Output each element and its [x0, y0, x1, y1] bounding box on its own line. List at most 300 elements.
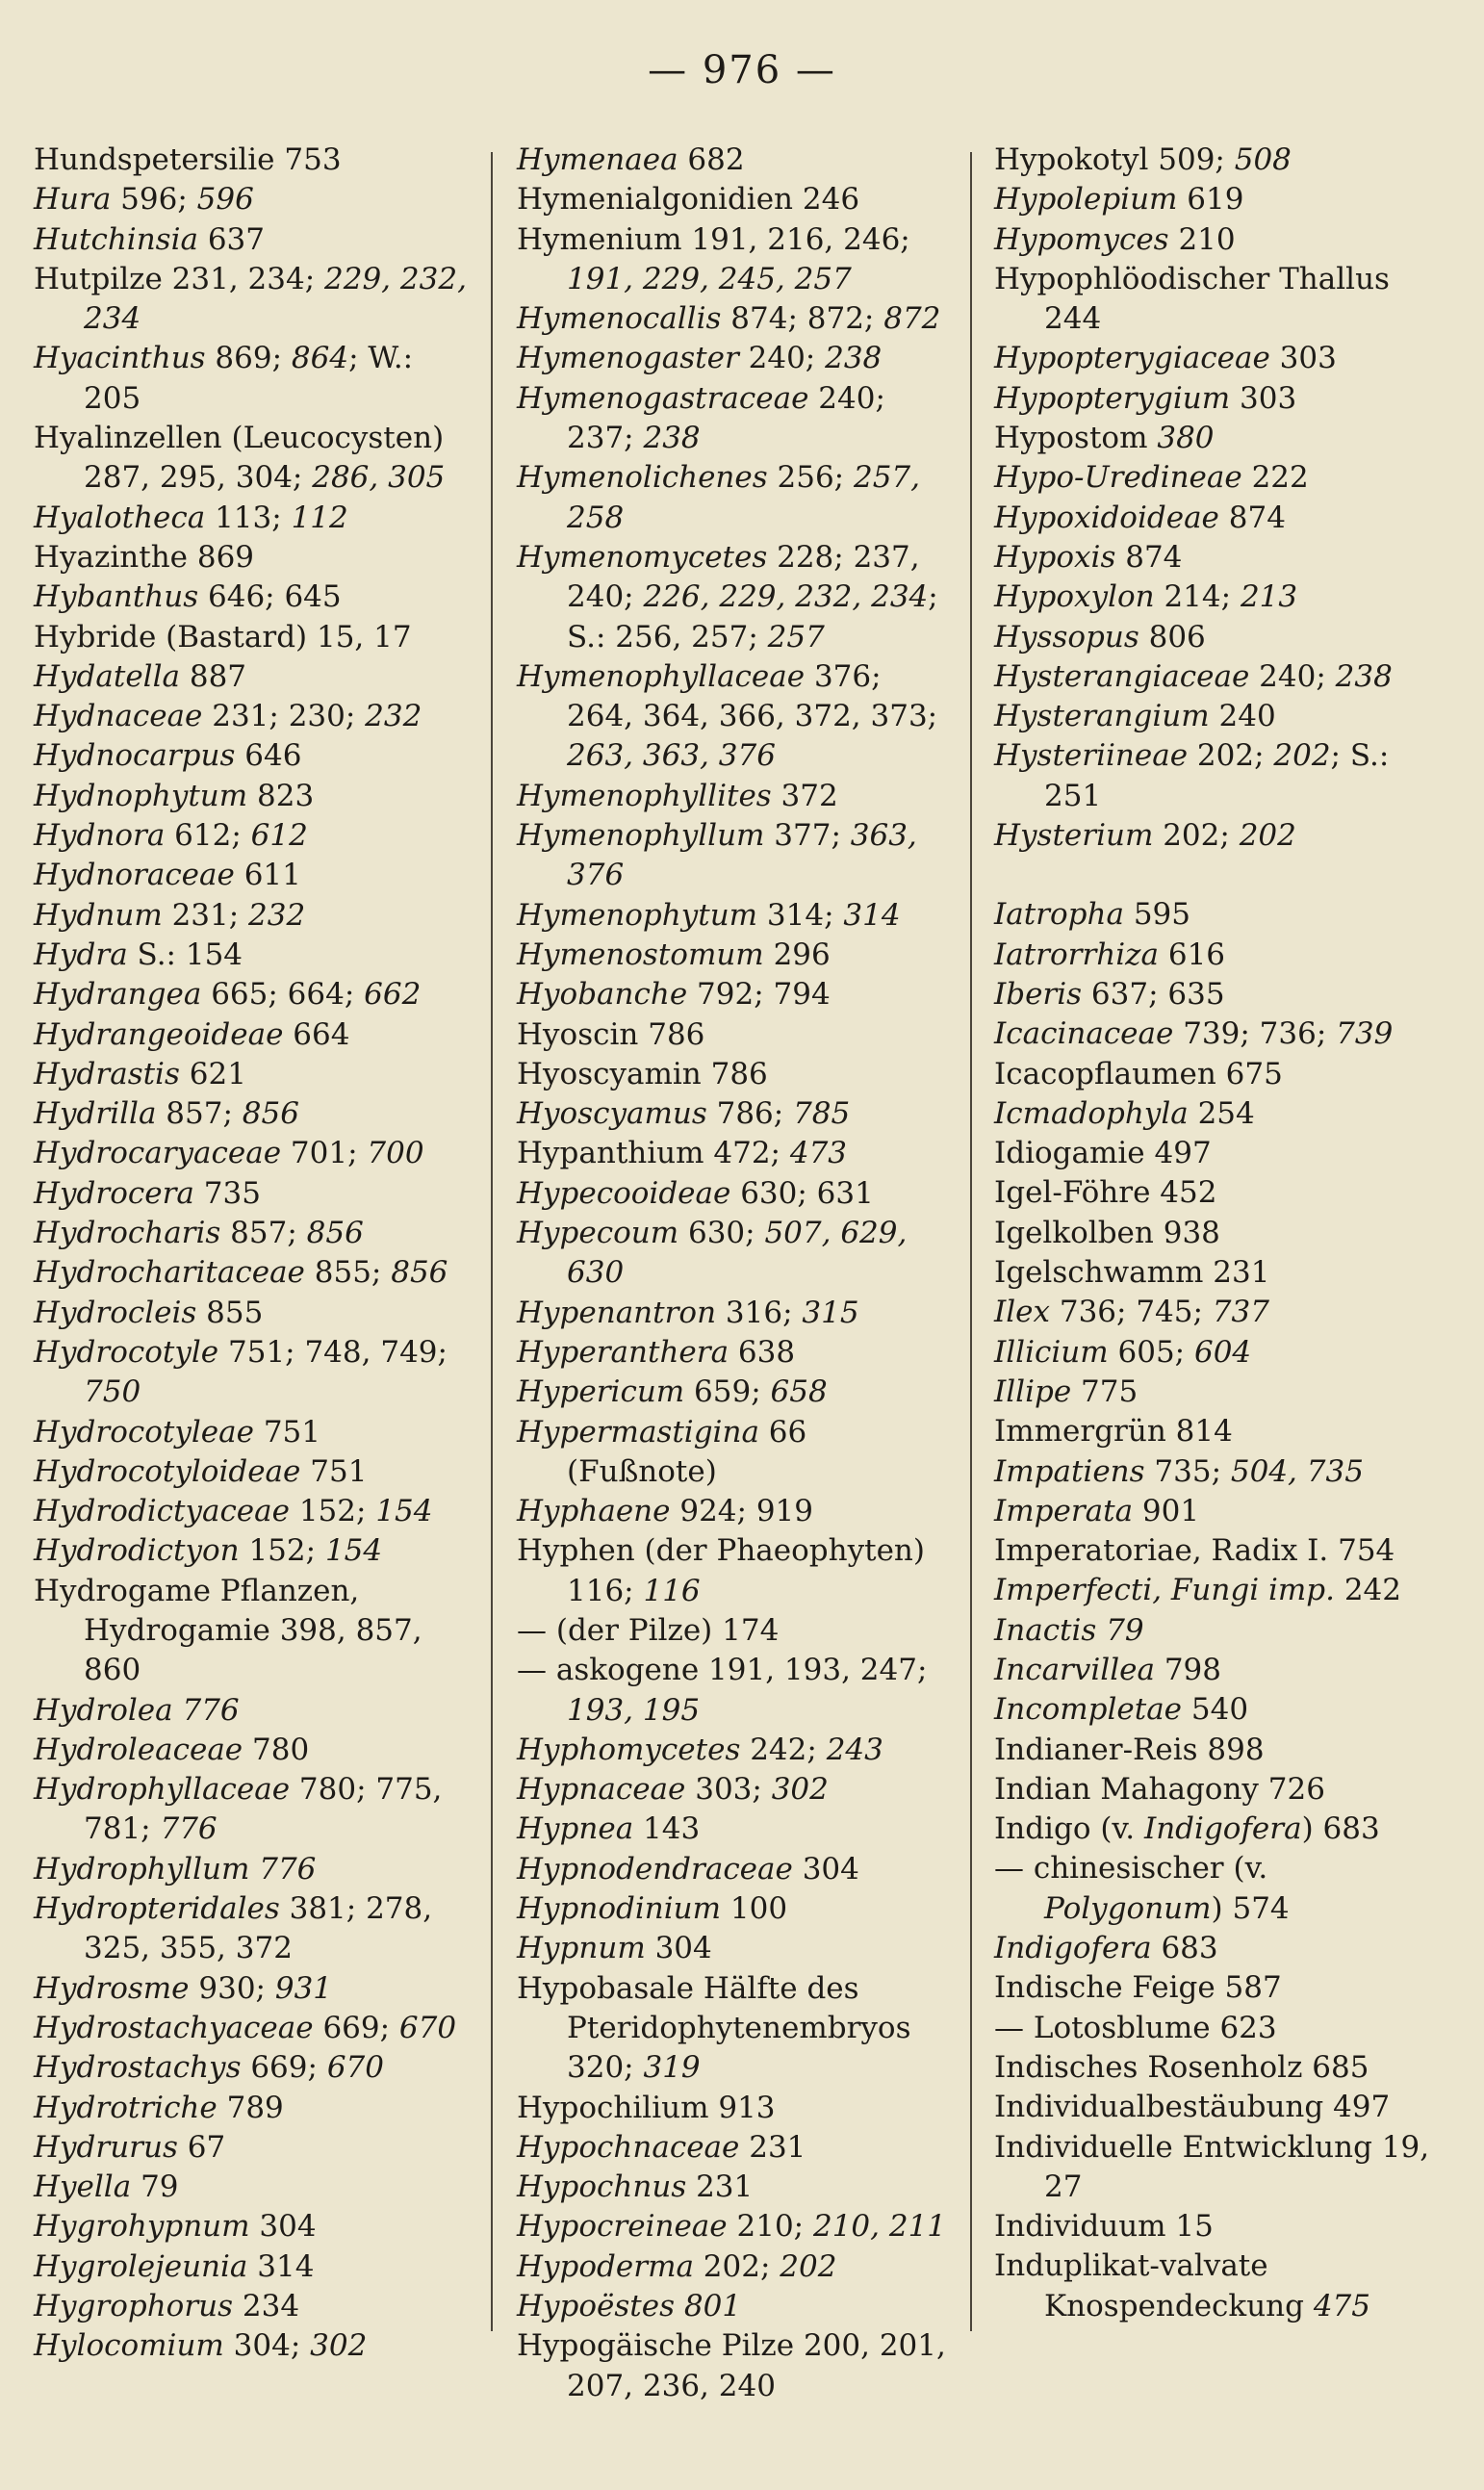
index-entry — [34, 141, 472, 180]
index-entry-italic-text: Hypoxis — [994, 539, 1116, 575]
index-entry-italic-text: 238 — [825, 341, 883, 376]
index-entry — [34, 896, 472, 936]
index-entry — [34, 2168, 472, 2207]
index-entry-text: Hymenium 191, 216, 246; — [517, 221, 910, 257]
index-entry — [994, 1492, 1432, 1531]
index-column-1 — [34, 141, 472, 2367]
index-entry-italic-text: Iberis — [994, 976, 1083, 1012]
index-entry — [517, 1134, 957, 1173]
index-entry-text: 256; — [767, 460, 854, 496]
index-entry — [994, 379, 1432, 419]
index-entry-text: — (der Pilze) 174 — [517, 1612, 780, 1648]
index-entry-text: 314 — [247, 2248, 315, 2284]
index-entry-text: 619 — [1177, 182, 1244, 218]
index-entry-text: Hydrogame Pflanzen, Hydrogamie 398, 857, 860 — [34, 1573, 422, 1688]
index-entry — [34, 2207, 472, 2246]
index-entry — [994, 1055, 1432, 1094]
index-entry — [994, 2207, 1432, 2246]
index-entry-italic-text: 243 — [826, 1732, 883, 1767]
index-entry-text: Hypokotyl 509; — [994, 142, 1235, 177]
index-entry-text: ; W.: 205 — [84, 341, 414, 416]
index-entry — [517, 2287, 957, 2326]
index-entry-text: 228; 237, 240; — [567, 539, 920, 615]
index-entry-italic-text: Polygonum — [1044, 1890, 1212, 1926]
index-column-3 — [994, 141, 1432, 2326]
index-entry-italic-text: 363, 376 — [567, 818, 917, 893]
index-entry-text: 304 — [249, 2209, 317, 2245]
index-entry-text: Hutpilze 231, 234; — [34, 261, 325, 296]
index-entry — [517, 1413, 957, 1493]
index-entry-text: Individualbestäubung 497 — [994, 2090, 1391, 2125]
index-entry-italic-text: Hyphaene — [517, 1494, 671, 1529]
index-entry-text: 202; — [1188, 738, 1274, 774]
index-entry-italic-text: Hymenophyllites — [517, 778, 772, 813]
index-entry — [994, 1968, 1432, 2008]
index-entry-italic-text: Hydrurus — [34, 2129, 178, 2165]
index-entry-italic-text: 263, 363, 376 — [567, 738, 776, 774]
index-entry — [34, 936, 472, 975]
index-entry-italic-text: 596 — [196, 182, 254, 218]
index-entry-text: 792; 794 — [687, 977, 831, 1013]
index-entry-italic-text: 785 — [793, 1096, 851, 1132]
index-entry-text: ; S.: 256, 257; — [567, 579, 938, 655]
index-entry — [34, 975, 472, 1014]
index-entry — [517, 1015, 957, 1055]
index-entry-text: 874 — [1218, 500, 1286, 535]
index-entry — [994, 1293, 1432, 1332]
index-entry — [34, 618, 472, 657]
index-entry — [517, 1770, 957, 1810]
index-entry — [34, 856, 472, 895]
index-entry-italic-text: Hybanthus — [34, 579, 199, 615]
index-entry — [517, 1969, 957, 2089]
index-entry-italic-text: Hymenogaster — [517, 341, 739, 376]
index-entry-italic-text: 315 — [802, 1295, 859, 1330]
index-entry-text: Indische Feige 587 — [994, 1970, 1282, 2006]
index-entry-text: 231; — [162, 897, 249, 933]
index-entry-italic-text: 662 — [364, 977, 422, 1013]
index-entry — [994, 1094, 1432, 1134]
index-entry — [517, 1094, 957, 1134]
index-entry-text: 372 — [771, 778, 838, 813]
index-entry — [994, 1173, 1432, 1213]
index-entry-italic-text: Hypericum — [517, 1374, 685, 1410]
index-entry-italic-text: Hypopterygiaceae — [994, 341, 1270, 376]
index-entry-italic-text: 739 — [1336, 1016, 1394, 1052]
index-entry-italic-text: 604 — [1193, 1334, 1252, 1370]
index-entry-text: 314; — [757, 897, 844, 933]
index-entry — [517, 1810, 957, 1849]
index-entry-text: Individuum 15 — [994, 2209, 1214, 2245]
index-entry-italic-text: 670 — [326, 2050, 384, 2086]
index-entry-italic-text: 737 — [1212, 1295, 1269, 1330]
index-entry-italic-text: 507, 629, 630 — [567, 1216, 908, 1291]
index-entry-italic-text: Hydrodictyon — [34, 1533, 240, 1569]
index-entry-italic-text: 314 — [843, 897, 901, 933]
index-entry — [517, 777, 957, 816]
index-entry — [517, 896, 957, 936]
index-entry-text: 152; — [239, 1533, 325, 1569]
index-entry-text: Icacopflaumen 675 — [994, 1056, 1283, 1091]
index-entry — [994, 2128, 1432, 2208]
index-entry-text: 381; 278, 325, 355, 372 — [84, 1891, 433, 1966]
index-entry-italic-text: 286, 305 — [312, 460, 446, 496]
index-entry — [994, 895, 1432, 935]
index-entry-italic-text: 856 — [242, 1096, 299, 1132]
index-entry — [994, 220, 1432, 260]
index-entry-italic-text: 210, 211 — [812, 2209, 947, 2245]
index-entry-text: Indigo (v. — [994, 1811, 1144, 1847]
index-entry — [34, 1850, 472, 1889]
index-entry — [34, 1253, 472, 1293]
index-entry — [34, 260, 472, 340]
column-divider — [970, 152, 972, 2331]
index-entry — [34, 2287, 472, 2326]
index-entry-italic-text: 213 — [1240, 579, 1298, 615]
index-entry — [517, 1214, 957, 1294]
index-entry-text: 924; 919 — [670, 1494, 813, 1529]
index-entry-italic-text: Hyperanthera — [517, 1334, 729, 1370]
index-entry-italic-text: Hydnum — [34, 897, 163, 933]
index-entry — [994, 1531, 1432, 1571]
index-entry-text: Imperatoriae, Radix I. 754 — [994, 1533, 1395, 1569]
index-entry — [994, 1333, 1432, 1373]
index-entry-italic-text: Hyoscyamus — [517, 1096, 707, 1132]
index-entry-text: 806 — [1139, 619, 1206, 655]
index-entry-text: 786; — [706, 1096, 794, 1132]
index-entry-italic-text: Iatrorrhiza — [994, 937, 1159, 972]
index-entry-text: 113; — [205, 500, 292, 535]
index-entry-italic-text: Hypolepium — [994, 182, 1178, 218]
index-entry-text: 303 — [1269, 341, 1337, 376]
index-entry-italic-text: 670 — [398, 2010, 457, 2045]
index-entry-italic-text: Hypoxidoideae — [994, 500, 1219, 535]
index-entry-text: ) 683 — [1301, 1811, 1380, 1847]
index-entry — [34, 2326, 472, 2366]
index-entry-text: 857; — [156, 1096, 243, 1132]
index-entry-text: 304 — [645, 1931, 712, 1966]
index-entry-italic-text: 931 — [274, 1970, 333, 2006]
index-entry-italic-text: Illicium — [994, 1334, 1109, 1370]
index-entry-text: Indianer-Reis 898 — [994, 1732, 1265, 1767]
index-entry-italic-text: Hymenogastraceae — [517, 380, 809, 416]
index-entry-text: 798 — [1154, 1652, 1221, 1687]
index-entry-text: 739; 736; — [1173, 1016, 1337, 1052]
index-entry — [34, 1452, 472, 1492]
index-entry-text: Idiogamie 497 — [994, 1136, 1212, 1171]
index-entry-italic-text: Hydnophytum — [34, 778, 248, 813]
index-entry-italic-text: 319 — [643, 2050, 701, 2086]
index-entry-text: 612; — [165, 818, 251, 854]
index-entry-text: 210; — [727, 2209, 813, 2245]
index-entry — [34, 2009, 472, 2048]
index-entry-text: 789 — [217, 2090, 284, 2125]
index-entry-italic-text: Hysteriineae — [994, 738, 1189, 774]
index-entry — [517, 2168, 957, 2207]
index-entry-italic-text: Imperata — [994, 1493, 1134, 1528]
index-entry-text: Hypostom — [994, 421, 1158, 456]
index-entry-text: Individuelle Entwicklung 19, 27 — [994, 2129, 1430, 2204]
index-entry-italic-text: 257, 258 — [567, 460, 920, 535]
index-entry-text: Hybride (Bastard) 15, 17 — [34, 619, 412, 655]
index-entry — [34, 538, 472, 578]
index-entry-text: Hypanthium 472; — [517, 1136, 790, 1171]
index-entry — [517, 1333, 957, 1373]
index-entry — [517, 1492, 957, 1531]
index-entry-italic-text: Hypomyces — [994, 221, 1169, 257]
index-entry — [517, 816, 957, 896]
index-entry-italic-text: 658 — [770, 1374, 828, 1410]
index-entry-text: 751 — [300, 1453, 368, 1489]
index-entry-italic-text: Hydrilla — [34, 1096, 157, 1132]
index-entry-italic-text: Hyphomycetes — [517, 1732, 741, 1767]
index-entry-text: 637; 635 — [1082, 976, 1225, 1012]
index-entry-italic-text: 229, 232, 234 — [84, 261, 467, 337]
index-entry — [34, 220, 472, 260]
index-entry-italic-text: 864 — [291, 341, 349, 376]
index-entry — [517, 1929, 957, 1968]
index-entry-italic-text: Hypnum — [517, 1931, 646, 1966]
index-entry-text: 214; — [1154, 579, 1241, 615]
index-entry-italic-text: Hypnodendraceae — [517, 1851, 793, 1887]
index-entry — [517, 936, 957, 975]
index-entry-italic-text: Hydrangeoideae — [34, 1016, 284, 1052]
index-entry-italic-text: Inactis 79 — [994, 1612, 1144, 1648]
index-entry-italic-text: Hymenolichenes — [517, 460, 768, 496]
index-entry — [34, 1889, 472, 1969]
index-entry — [34, 1214, 472, 1253]
index-entry — [994, 816, 1432, 856]
index-entry — [994, 141, 1432, 180]
index-entry-italic-text: Hydnoraceae — [34, 858, 235, 893]
index-entry — [517, 2089, 957, 2128]
index-entry-text: 100 — [721, 1891, 788, 1927]
index-entry — [994, 180, 1432, 219]
index-entry-text: 595 — [1123, 897, 1190, 933]
index-entry-text: 735 — [193, 1175, 261, 1211]
index-entry-text: Immergrün 814 — [994, 1414, 1233, 1450]
index-entry-text: 638 — [729, 1334, 796, 1370]
index-entry-text: 240; 237; — [567, 380, 885, 456]
index-entry-italic-text: Hypenantron — [517, 1295, 717, 1330]
index-entry-italic-text: Hydrostachyaceae — [34, 2010, 314, 2045]
index-entry-italic-text: Hydrocleis — [34, 1295, 197, 1330]
index-entry-text: 303; — [685, 1772, 772, 1808]
index-entry-italic-text: 257 — [767, 619, 825, 655]
index-entry-text: 231; 230; — [202, 699, 366, 734]
index-entry-italic-text: Hura — [34, 182, 112, 218]
index-entry-text: 296 — [763, 937, 831, 972]
index-entry-text: 67 — [177, 2129, 226, 2165]
index-entry-italic-text: Hymenophyllum — [517, 818, 765, 854]
index-entry-italic-text: 154 — [375, 1494, 433, 1529]
index-entry-italic-text: Hydrocharis — [34, 1216, 221, 1251]
index-entry — [34, 1413, 472, 1452]
index-entry-text: Igel-Föhre 452 — [994, 1175, 1217, 1211]
index-entry — [994, 458, 1432, 498]
index-entry — [517, 538, 957, 657]
index-entry-text: 664 — [283, 1016, 350, 1052]
index-entry-text: 775 — [1071, 1373, 1139, 1409]
index-entry-italic-text: 380 — [1157, 421, 1215, 456]
index-entry — [517, 1055, 957, 1094]
index-entry-italic-text: Hygrolejeunia — [34, 2248, 248, 2284]
index-entry-italic-text: Illipe — [994, 1373, 1072, 1409]
index-entry-italic-text: 700 — [367, 1136, 424, 1171]
index-entry — [34, 1094, 472, 1134]
index-entry-text: Igelkolben 938 — [994, 1215, 1220, 1250]
index-entry-italic-text: Hydrangea — [34, 977, 202, 1013]
index-entry-text: — chinesischer (v. — [994, 1851, 1268, 1887]
index-entry — [994, 1810, 1432, 1849]
index-entry — [994, 1134, 1432, 1173]
index-entry-text: 736; 745; — [1050, 1295, 1213, 1330]
index-entry — [994, 2009, 1432, 2048]
index-entry-text: — Lotosblume 623 — [994, 2010, 1277, 2045]
index-entry — [517, 1174, 957, 1214]
index-entry — [34, 1572, 472, 1691]
index-entry — [517, 458, 957, 538]
index-entry-italic-text: 238 — [643, 421, 701, 456]
index-entry-text: 66 (Fußnote) — [567, 1414, 807, 1489]
column-divider — [491, 152, 493, 2331]
index-entry-italic-text: Indigofera — [1143, 1811, 1302, 1847]
index-entry-text: 669; — [241, 2050, 327, 2086]
index-entry — [994, 339, 1432, 378]
index-entry-italic-text: Hydrocotyleae — [34, 1414, 254, 1450]
index-entry-italic-text: Hyssopus — [994, 619, 1139, 655]
index-entry-italic-text: Hypochnaceae — [517, 2129, 740, 2165]
index-entry — [994, 1571, 1432, 1610]
index-entry-text: Hypobasale Hälfte des Pteridophytenembryos 320; — [517, 1970, 911, 2086]
index-entry — [994, 1770, 1432, 1810]
index-entry-italic-text: 508 — [1234, 142, 1292, 177]
index-entry-text: 855; — [304, 1255, 392, 1291]
index-entry-italic-text: Hymenostomum — [517, 937, 764, 972]
index-entry-text: 242; — [740, 1732, 827, 1767]
index-entry-italic-text: 202 — [1273, 738, 1331, 774]
index-entry-text: 210 — [1168, 221, 1236, 257]
index-entry-text: Hypochilium 913 — [517, 2090, 776, 2125]
index-entry — [994, 538, 1432, 578]
index-entry-italic-text: 202 — [780, 2248, 837, 2284]
index-entry-italic-text: 856 — [391, 1255, 448, 1291]
index-entry — [994, 657, 1432, 697]
index-entry-text: 242 — [1334, 1573, 1402, 1608]
index-entry — [34, 2247, 472, 2287]
index-entry-italic-text: 226, 229, 232, 234 — [643, 579, 929, 615]
index-entry-italic-text: Iatropha — [994, 897, 1124, 933]
index-entry-italic-text: Hypoxylon — [994, 579, 1155, 615]
index-entry-italic-text: 302 — [310, 2328, 368, 2364]
index-entry — [517, 657, 957, 777]
index-entry-italic-text: 302 — [771, 1772, 829, 1808]
index-entry-italic-text: 112 — [291, 500, 348, 535]
index-entry-italic-text: 504, 735 — [1230, 1453, 1364, 1489]
index-entry — [34, 2089, 472, 2128]
index-entry — [994, 1214, 1432, 1253]
index-entry — [994, 578, 1432, 617]
index-entry-italic-text: Hymenophytum — [517, 897, 758, 933]
index-entry — [994, 2246, 1432, 2326]
index-entry-text: 621 — [179, 1056, 246, 1091]
index-entry — [994, 936, 1432, 975]
index-entry-italic-text: 856 — [306, 1216, 364, 1251]
index-entry-text: 659; — [684, 1374, 771, 1410]
index-entry — [34, 2048, 472, 2088]
index-entry-text: Hypophlöodischer Thallus 244 — [994, 261, 1390, 337]
index-entry — [34, 1770, 472, 1850]
index-entry-text: Hymenialgonidien 246 — [517, 182, 860, 218]
index-entry — [517, 1850, 957, 1889]
index-entry — [517, 141, 957, 180]
index-entry-italic-text: Hydroleaceae — [34, 1732, 243, 1767]
index-entry — [994, 2088, 1432, 2127]
index-entry-italic-text: Hysterangium — [994, 699, 1210, 734]
index-entry — [517, 2207, 957, 2246]
index-entry — [34, 2128, 472, 2168]
index-entry — [994, 697, 1432, 736]
index-entry — [517, 1611, 957, 1651]
index-entry-italic-text: Hydnaceae — [34, 699, 203, 734]
index-entry-text: 377; — [764, 818, 851, 854]
page-number-header: — 976 — — [648, 48, 836, 92]
index-entry-text: 304 — [792, 1851, 859, 1887]
index-entry-text: 231 — [686, 2169, 754, 2205]
index-entry-text: 683 — [1151, 1931, 1218, 1966]
index-entry — [994, 1731, 1432, 1770]
index-entry-italic-text: 193, 195 — [567, 1692, 701, 1728]
index-entry — [994, 1611, 1432, 1651]
index-entry-italic-text: Hutchinsia — [34, 221, 198, 257]
index-entry-italic-text: Hypoderma — [517, 2248, 694, 2284]
index-entry-text: — askogene 191, 193, 247; — [517, 1653, 928, 1688]
index-entry-italic-text: Hyalotheca — [34, 500, 206, 535]
index-entry-italic-text: 232 — [248, 897, 306, 933]
index-entry-italic-text: Ilex — [994, 1295, 1050, 1330]
index-entry-italic-text: 776 — [160, 1811, 217, 1847]
index-entry-italic-text: 872 — [883, 301, 941, 337]
index-entry-text: Hypogäische Pilze 200, 201, 207, 236, 240 — [517, 2328, 946, 2403]
index-entry — [34, 1134, 472, 1173]
index-entry-text: 616 — [1159, 937, 1226, 972]
index-entry — [34, 1333, 472, 1413]
index-entry-italic-text: 612 — [250, 818, 308, 854]
index-entry-text: 646 — [235, 738, 302, 774]
index-entry-text: Indisches Rosenholz 685 — [994, 2049, 1369, 2085]
index-entry-italic-text: Incarvillea — [994, 1652, 1155, 1687]
index-entry-italic-text: Hypermastigina — [517, 1414, 759, 1450]
index-entry-italic-text: Hypnodinium — [517, 1891, 722, 1927]
index-entry — [994, 1452, 1432, 1492]
index-entry-italic-text: Hypocreineae — [517, 2209, 728, 2245]
index-entry-italic-text: Hydrastis — [34, 1056, 180, 1091]
index-entry — [34, 339, 472, 419]
index-entry-italic-text: Indigofera — [994, 1931, 1152, 1966]
index-entry-italic-text: 238 — [1335, 658, 1393, 694]
index-entry-italic-text: Hydnocarpus — [34, 738, 236, 774]
index-entry — [34, 1492, 472, 1531]
index-entry-text: 240; — [738, 341, 826, 376]
index-entry-text: Hundspetersilie 753 — [34, 142, 342, 177]
index-entry-text: 611 — [234, 858, 301, 893]
index-entry-text: 240 — [1209, 699, 1276, 734]
index-entry — [34, 578, 472, 617]
index-entry-italic-text: Hymenocallis — [517, 301, 722, 337]
index-entry-text: 79 — [131, 2169, 179, 2205]
index-entry — [517, 379, 957, 459]
index-entry-text: 874; 872; — [721, 301, 884, 337]
